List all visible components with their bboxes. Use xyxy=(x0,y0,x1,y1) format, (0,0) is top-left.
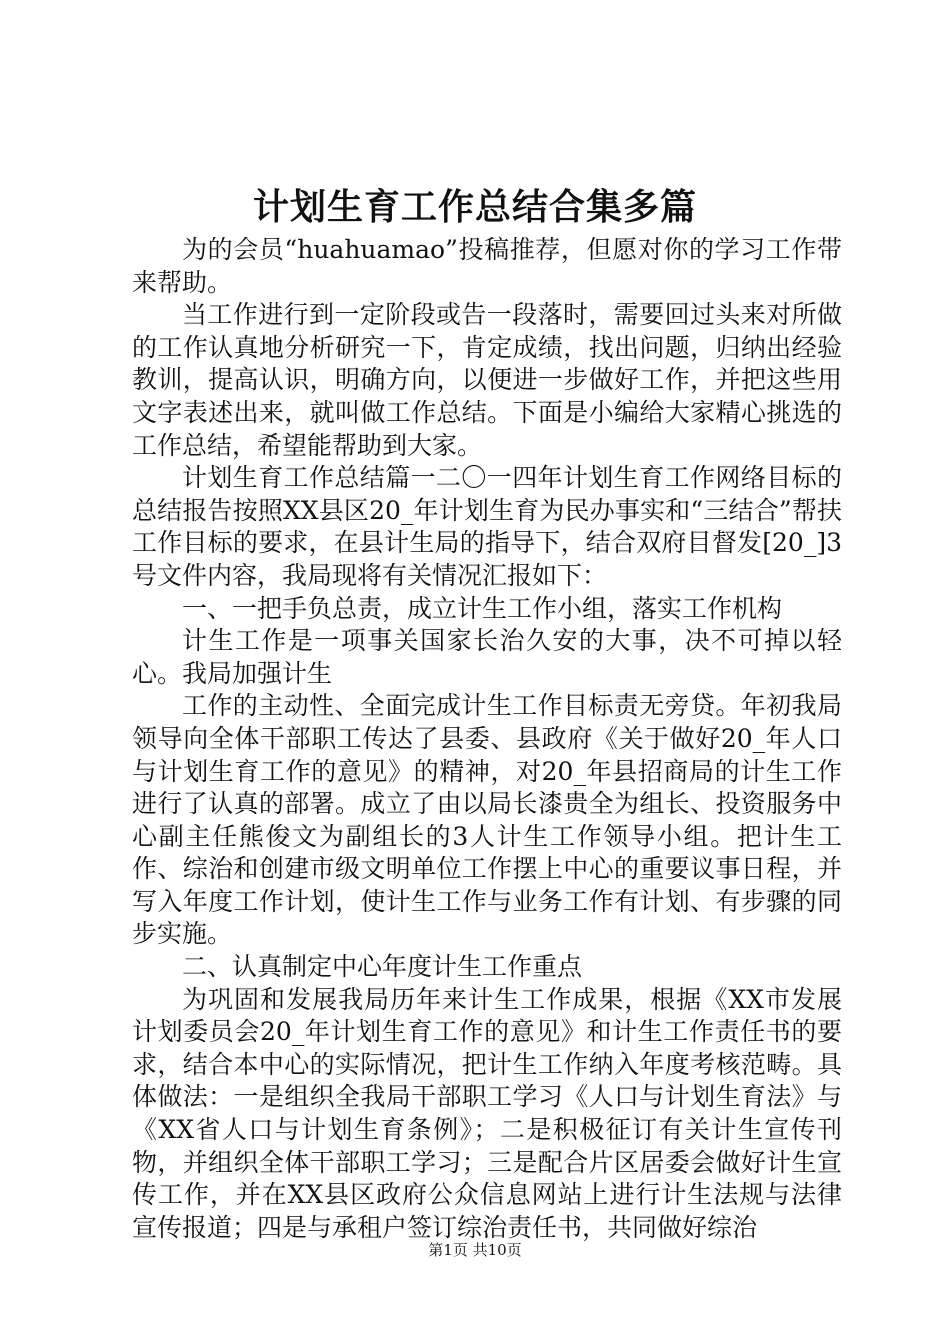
paragraph-leadership: 工作的主动性、全面完成计生工作目标责无旁贷。年初我局领导向全体干部职工传达了县委、县政府《关于做好20_年人口与计划生育工作的意见》的精神，对20_年县招商局的计生工作进行了认真的部署。成立了由以局长漆贵全为组长、投资服务中心副主任熊俊文为副组长的3人计生工作领导小组。把计生工作、综治和创建市级文明单位工作摆上中心的重要议事日程，并写入年度工作计划，使计生工作与业务工作有计划、有步骤的同步实施。 xyxy=(132,691,842,949)
section-heading-two: 二、认真制定中心年度计生工作重点 xyxy=(182,952,583,982)
paragraph-report-opening: 计划生育工作总结篇一二〇一四年计划生育工作网络目标的总结报告按照XX县区20_年计划生育为民办事实和“三结合”帮扶工作目标的要求，在县计生局的指导下，结合双府目督发[20_]3号文件内容，我局现将有关情况汇报如下： xyxy=(132,463,842,590)
document-body xyxy=(132,234,842,1244)
paragraph-intro: 为的会员“huahuamao”投稿推荐，但愿对你的学习工作带来帮助。 xyxy=(132,235,842,297)
document-title: 计划生育工作总结合集多篇 xyxy=(252,187,697,228)
paragraph-summary-purpose: 当工作进行到一定阶段或告一段落时，需要回过头来对所做的工作认真地分析研究一下，肯定成绩，找出问题，归纳出经验教训，提高认识，明确方向，以便进一步做好工作，并把这些用文字表述出来，就叫做工作总结。下面是小编给大家精心挑选的工作总结，希望能帮助到大家。 xyxy=(132,300,842,460)
section-heading-one: 一、一把手负总责，成立计生工作小组，落实工作机构 xyxy=(182,593,783,623)
paragraph-importance: 计生工作是一项事关国家长治久安的大事，决不可掉以轻心。我局加强计生 xyxy=(132,626,842,688)
page-number-footer: 第1页 共10页 xyxy=(428,1241,522,1259)
paragraph-measures: 为巩固和发展我局历年来计生工作成果，根据《XX市发展计划委员会20_年计划生育工作的意见》和计生工作责任书的要求，结合本中心的实际情况，把计生工作纳入年度考核范畴。具体做法：一是组织全我局干部职工学习《人口与计划生育法》与《XX省人口与计划生育条例》；二是积极征订有关计生宣传刊物，并组织全体干部职工学习；三是配合片区居委会做好计生宣传工作，并在XX县区政府公众信息网站上进行计生法规与法律宣传报道；四是与承租户签订综治责任书，共同做好综治 xyxy=(132,984,842,1242)
